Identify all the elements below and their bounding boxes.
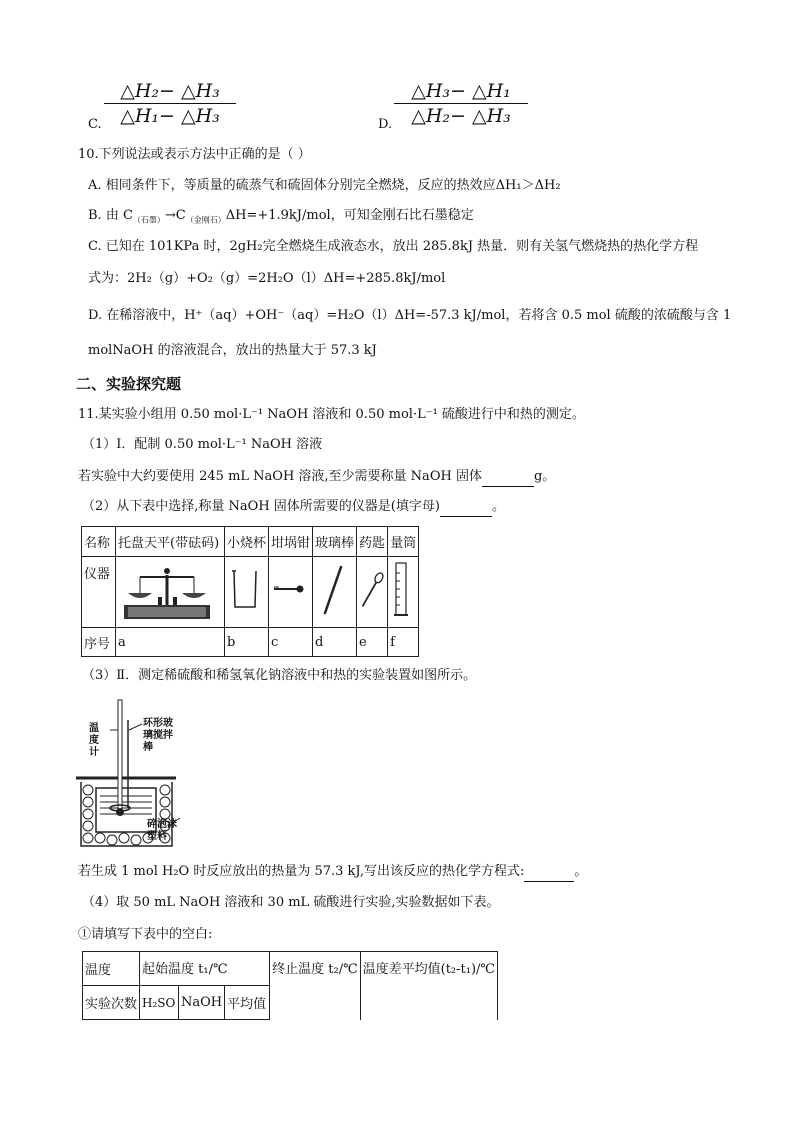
sub-average: 平均值 xyxy=(225,986,270,1020)
q10-option-d-line1: D. 在稀溶液中，H⁺（aq）+OH⁻（aq）=H₂O（l）ΔH=-57.3 kJ/mol，若将含 0.5 mol 硫酸的浓硫酸与含 1 xyxy=(88,308,732,323)
option-c-fraction xyxy=(104,80,236,127)
q10-option-b: B. 由 $C_{(石墨)}\to C_{(金刚石)}\Delta H=+1.9kJ$/mol，可知金刚石比石墨稳定 xyxy=(88,208,474,225)
answer-blank[interactable] xyxy=(440,498,492,517)
q10-option-d-line2: molNaOH 的溶液混合，放出的热量大于 57.3 kJ xyxy=(88,343,377,358)
header-trials: 实验次数 xyxy=(83,986,140,1020)
instrument-letter: e xyxy=(357,628,388,657)
q11-part3: （3）Ⅱ．测定稀硫酸和稀氢氧化钠溶液中和热的实验装置如图所示。 xyxy=(82,668,477,683)
section-heading: 二、实验探究题 xyxy=(76,375,182,393)
option-c-label: C. xyxy=(88,117,102,132)
q10-stem: 10.下列说法或表示方法中正确的是（ ） xyxy=(78,147,311,162)
instrument-letter: d xyxy=(313,628,357,657)
graduated-cylinder-icon xyxy=(390,557,414,623)
beaker-icon xyxy=(227,557,264,623)
header-temperature: 温度 xyxy=(83,952,140,986)
q11-part2: （2）从下表中选择,称量 NaOH 固体所需要的仪器是(填字母) 。 xyxy=(82,498,505,517)
q11-part4-sub: ①请填写下表中的空白: xyxy=(78,927,213,942)
q11-part3-question: 若生成 1 mol H₂O 时反应放出的热量为 57.3 kJ,写出该反应的热化学方程式: 。 xyxy=(78,863,587,882)
spoon-icon xyxy=(359,557,385,623)
instrument-letter: b xyxy=(225,628,269,657)
fraction-denominator: △H₂− △H₃ xyxy=(411,105,511,127)
row-header-name: 名称 xyxy=(82,527,116,557)
q10-option-c-line1: C. 已知在 101KPa 时，2gH₂完全燃烧生成液态水，放出 285.8kJ 热量．则有关氢气燃烧热的热化学方程 xyxy=(88,239,699,254)
fraction-numerator: △H₂− △H₃ xyxy=(104,80,236,104)
header-end-temp: 终止温度 t₂/℃ xyxy=(270,952,361,1020)
q10-option-c-line2: 式为：2H₂（g）+O₂（g）=2H₂O（l）ΔH=+285.8kJ/mol xyxy=(88,271,446,286)
row-header-number: 序号 xyxy=(82,628,116,657)
instrument-name: 坩埚钳 xyxy=(269,527,313,557)
data-table xyxy=(82,951,498,1020)
option-d-label: D. xyxy=(378,117,393,132)
instrument-letter: c xyxy=(269,628,313,657)
instrument-name: 托盘天平(带砝码) xyxy=(116,527,225,557)
instrument-letter: f xyxy=(388,628,419,657)
sub-naoh: NaOH xyxy=(179,986,225,1020)
instrument-name: 药匙 xyxy=(357,527,388,557)
stirrer-label: 环形玻璃搅拌棒 xyxy=(143,718,173,753)
instrument-name: 玻璃棒 xyxy=(313,527,357,557)
q10-option-a: A. 相同条件下，等质量的硫蒸气和硫固体分别完全燃烧，反应的热效应ΔH₁＞ΔH₂ xyxy=(88,178,561,193)
instrument-table xyxy=(81,526,419,657)
q11-part4: （4）取 50 mL NaOH 溶液和 30 mL 硫酸进行实验,实验数据如下表。 xyxy=(82,895,500,910)
answer-blank[interactable] xyxy=(482,468,534,487)
instrument-letter: a xyxy=(116,628,225,657)
sub-h2so4: H₂SO xyxy=(140,986,179,1020)
fraction-denominator: △H₁− △H₃ xyxy=(120,105,220,127)
instrument-image-cell xyxy=(388,557,419,628)
instrument-image-cell xyxy=(116,557,225,628)
q11-stem: 11.某实验小组用 0.50 mol·L⁻¹ NaOH 溶液和 0.50 mol·L⁻¹ 硫酸进行中和热的测定。 xyxy=(78,407,585,422)
foam-label: 碎泡沫塑料 xyxy=(147,819,177,842)
header-temp-diff: 温度差平均值(t₂-t₁)/℃ xyxy=(360,952,497,1020)
balance-icon xyxy=(118,557,222,623)
fraction-numerator: △H₃− △H₁ xyxy=(394,80,528,104)
glass-rod-icon xyxy=(315,557,352,623)
instrument-name: 小烧杯 xyxy=(225,527,269,557)
instrument-image-cell xyxy=(357,557,388,628)
tongs-icon xyxy=(271,557,308,623)
thermometer-label: 温度计 xyxy=(89,723,99,758)
row-header-instrument: 仪器 xyxy=(82,557,116,628)
answer-blank[interactable] xyxy=(524,863,574,882)
instrument-image-cell xyxy=(313,557,357,628)
header-start-temp: 起始温度 t₁/℃ xyxy=(140,952,270,986)
q11-part1-question: 若实验中大约要使用 245 mL NaOH 溶液,至少需要称量 NaOH 固体 g。 xyxy=(78,468,555,487)
instrument-name: 量筒 xyxy=(388,527,419,557)
option-d-fraction xyxy=(394,80,528,127)
instrument-image-cell xyxy=(225,557,269,628)
instrument-image-cell xyxy=(269,557,313,628)
q11-part1: （1）Ⅰ．配制 0.50 mol·L⁻¹ NaOH 溶液 xyxy=(82,437,323,452)
